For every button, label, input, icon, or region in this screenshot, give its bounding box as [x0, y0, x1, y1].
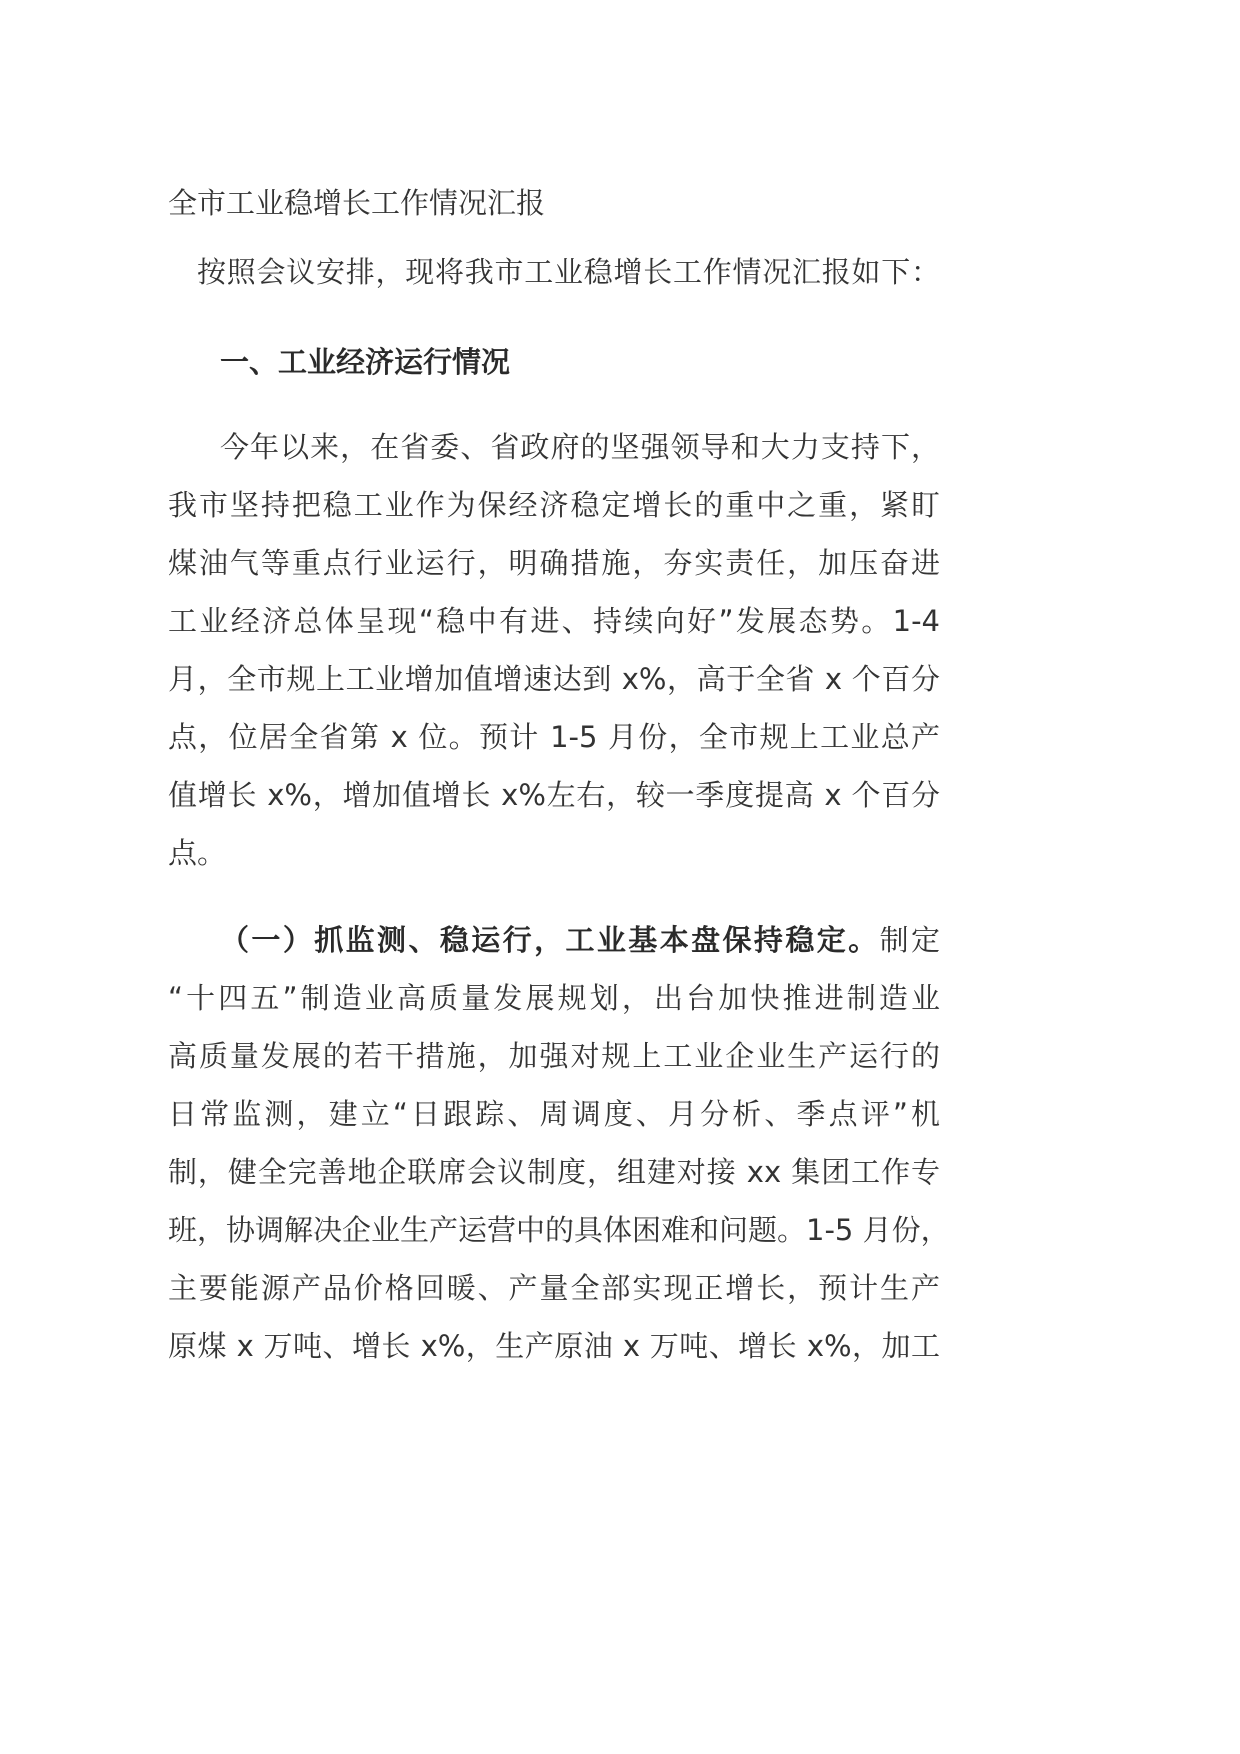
paragraph-1 — [168, 418, 940, 882]
document-body — [168, 174, 950, 1375]
paragraph-line: 煤油气等重点行业运行，明确措施，夯实责任，加压奋进 — [168, 546, 940, 580]
paragraph-line: 今年以来，在省委、省政府的坚强领导和大力支持下， — [220, 430, 940, 464]
paragraph-line: 点。 — [168, 836, 227, 870]
paragraph-line: 日常监测，建立“日跟踪、周调度、月分析、季点评”机 — [168, 1097, 940, 1131]
paragraph-line: 高质量发展的若干措施，加强对规上工业企业生产运行的 — [168, 1039, 940, 1073]
paragraph-line: 工业经济总体呈现“稳中有进、持续向好”发展态势。1-4 — [168, 604, 940, 638]
paragraph-line: 主要能源产品价格回暖、产量全部实现正增长，预计生产 — [168, 1271, 940, 1305]
subsection-lead: （一）抓监测、稳运行，工业基本盘保持稳定。 — [220, 923, 880, 957]
paragraph-line: “十四五”制造业高质量发展规划，出台加快推进制造业 — [168, 981, 940, 1015]
paragraph-line: 月，全市规上工业增加值增速达到 x%，高于全省 x 个百分 — [168, 662, 940, 696]
paragraph-line — [168, 911, 940, 969]
subsection-1-paragraph — [168, 911, 950, 1375]
paragraph-line: 点，位居全省第 x 位。预计 1-5 月份，全市规上工业总产 — [168, 720, 940, 754]
paragraph-line: 制，健全完善地企联席会议制度，组建对接 xx 集团工作专 — [168, 1155, 940, 1189]
paragraph-line: 值增长 x%，增加值增长 x%左右，较一季度提高 x 个百分 — [168, 778, 940, 812]
paragraph-line: 原煤 x 万吨、增长 x%，生产原油 x 万吨、增长 x%，加工 — [168, 1329, 940, 1363]
paragraph-text: 制定 — [879, 923, 940, 957]
paragraph-line: 班，协调解决企业生产运营中的具体困难和问题。1-5 月份， — [168, 1213, 950, 1247]
section-heading: 一、工业经济运行情况 — [220, 345, 511, 379]
intro-paragraph: 按照会议安排，现将我市工业稳增长工作情况汇报如下： — [197, 255, 940, 289]
document-title: 全市工业稳增长工作情况汇报 — [168, 186, 546, 220]
paragraph-line: 我市坚持把稳工业作为保经济稳定增长的重中之重，紧盯 — [168, 488, 940, 522]
